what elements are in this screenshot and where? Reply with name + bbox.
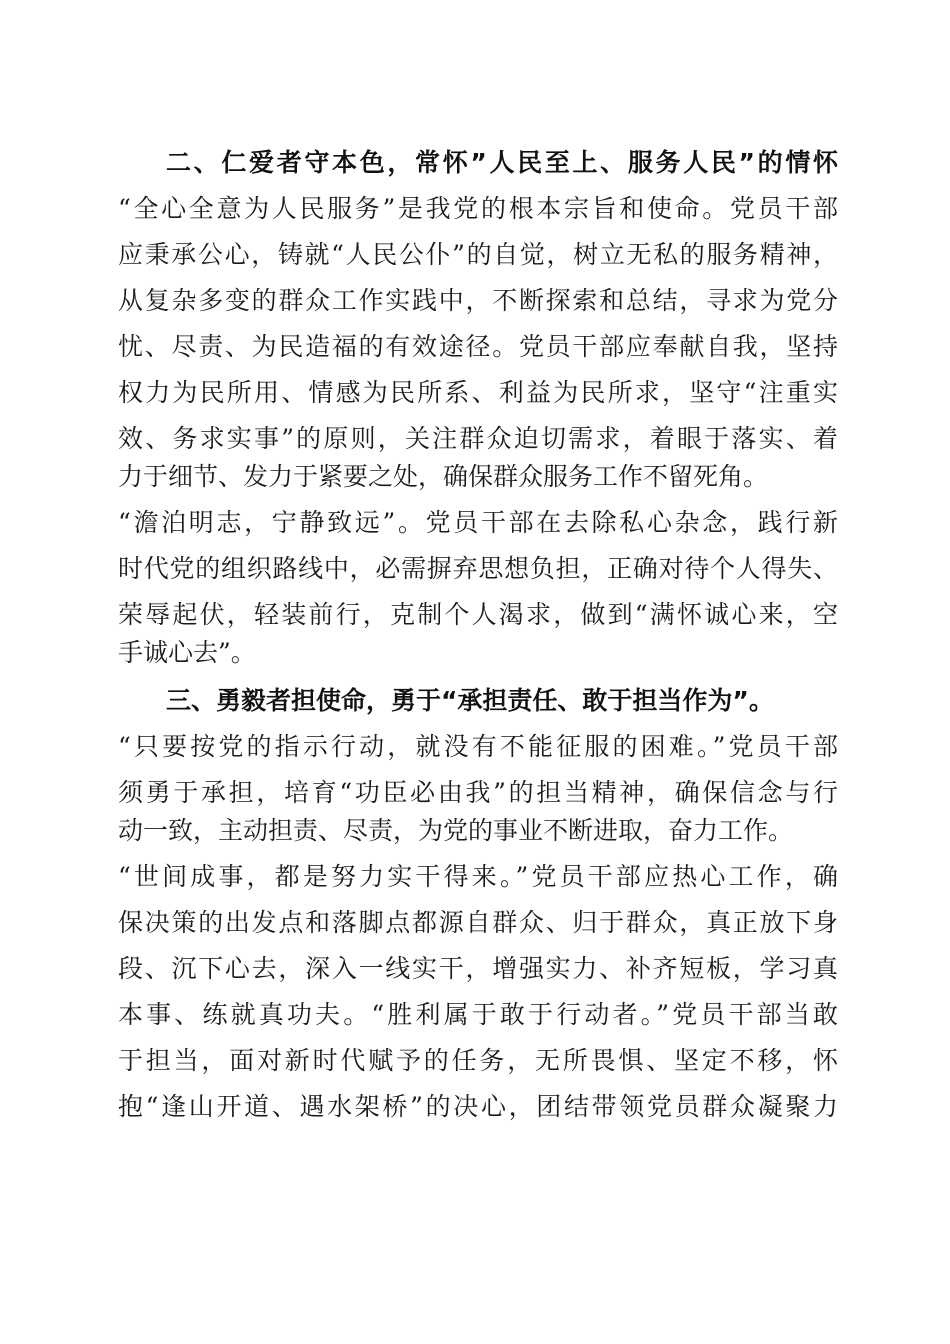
paragraph-line: 于担当，面对新时代赋予的任务，无所畏惧、坚定不移，怀	[118, 1046, 838, 1075]
paragraph-line: 须勇于承担，培育“功臣必由我”的担当精神，确保信念与行	[118, 778, 838, 807]
paragraph-line: 从复杂多变的群众工作实践中，不断探索和总结，寻求为党分	[118, 286, 838, 315]
paragraph-line: “澹泊明志，宁静致远”。党员干部在去除私心杂念，践行新	[118, 508, 838, 537]
paragraph-line: 应秉承公心，铸就“人民公仆”的自觉，树立无私的服务精神，	[118, 240, 838, 269]
paragraph-line: 本事、练就真功夫。“胜利属于敢于行动者。”党员干部当敢	[118, 1000, 838, 1029]
paragraph-line: 段、沉下心去，深入一线实干，增强实力、补齐短板，学习真	[118, 954, 838, 983]
section-heading-3: 三、勇毅者担使命，勇于“承担责任、敢于担当作为”。	[166, 686, 774, 715]
section-heading-2: 二、仁爱者守本色，常怀”人民至上、服务人民”的情怀	[166, 148, 838, 177]
paragraph-line: 忧、尽责、为民造福的有效途径。党员干部应奉献自我，坚持	[118, 332, 838, 361]
paragraph-line: 保决策的出发点和落脚点都源自群众、归于群众，真正放下身	[118, 908, 838, 937]
paragraph-line: 力于细节、发力于紧要之处，确保群众服务工作不留死角。	[118, 462, 769, 491]
paragraph-line: 动一致，主动担责、尽责，为党的事业不断进取，奋力工作。	[118, 816, 794, 845]
paragraph-line: “只要按党的指示行动，就没有不能征服的困难。”党员干部	[118, 732, 838, 761]
paragraph-line: 效、务求实事”的原则，关注群众迫切需求，着眼于落实、着	[118, 424, 838, 453]
paragraph-line: “世间成事，都是努力实干得来。”党员干部应热心工作，确	[118, 862, 838, 891]
paragraph-line: 权力为民所用、情感为民所系、利益为民所求，坚守“注重实	[118, 378, 838, 407]
paragraph-line: 抱“逢山开道、遇水架桥”的决心，团结带领党员群众凝聚力	[118, 1092, 838, 1121]
paragraph-line: “全心全意为人民服务”是我党的根本宗旨和使命。党员干部	[118, 194, 838, 223]
paragraph-line: 荣辱起伏，轻装前行，克制个人渴求，做到“满怀诚心来，空	[118, 600, 838, 629]
paragraph-line: 时代党的组织路线中，必需摒弃思想负担，正确对待个人得失、	[118, 554, 838, 583]
paragraph-line: 手诚心去”。	[118, 638, 256, 667]
